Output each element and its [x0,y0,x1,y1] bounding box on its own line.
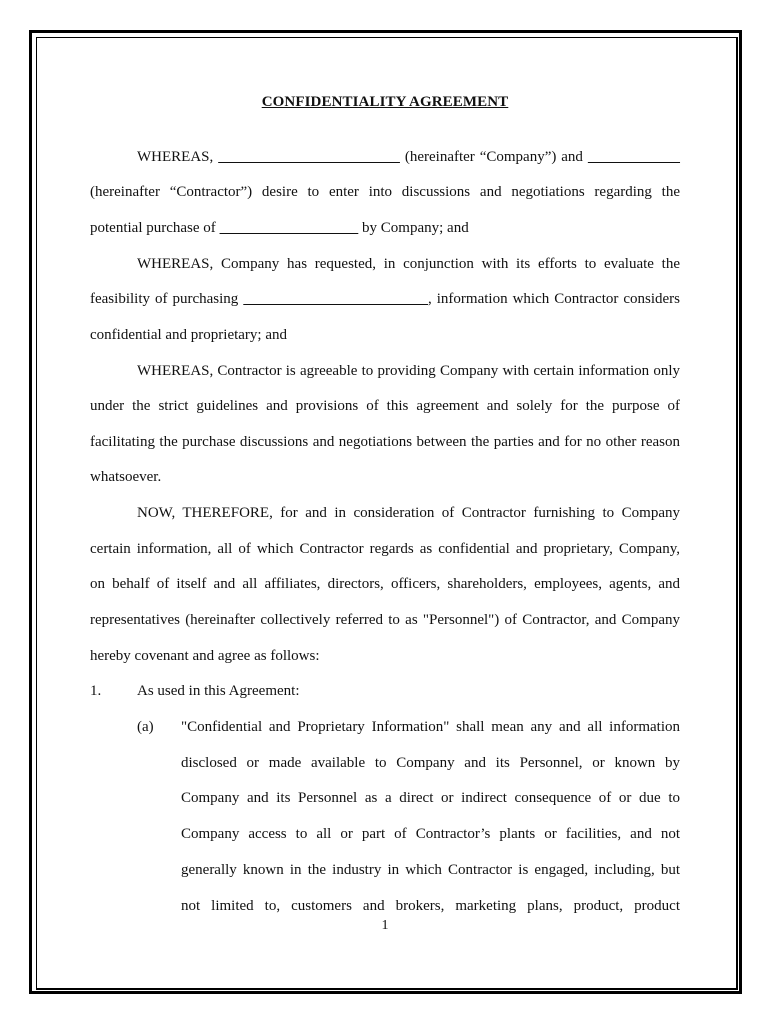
paragraph-line: hereby covenant and agree as follows: [90,648,320,664]
paragraph-line: facilitating the purchase discussions and negotiations between the parties and for no other reason [90,434,680,450]
blank-field [218,149,400,165]
blank-field [220,220,359,236]
paragraph-line: under the strict guidelines and provisions of this agreement and solely for the purpose of [90,398,680,414]
paragraph-line: on behalf of itself and all affiliates, directors, officers, shareholders, employees, agents, and [90,576,680,592]
paragraph-line: whatsoever. [90,469,162,485]
paragraph-line: NOW, THEREFORE, for and in consideration of Contractor furnishing to Company [137,505,680,521]
paragraph-line: representatives (hereinafter collectively referred to as "Personnel") of Contractor, and Company [90,612,680,628]
paragraph-line: WHEREAS, Contractor is agreeable to providing Company with certain information only [137,363,680,379]
paragraph-line: WHEREAS, Company has requested, in conjunction with its efforts to evaluate the [137,256,680,272]
sub-item-marker: (a) [137,719,154,735]
paragraph-line: certain information, all of which Contractor regards as confidential and proprietary, Company, [90,541,680,557]
blank-field [588,149,680,165]
list-item-text: As used in this Agreement: [137,683,300,699]
sub-item-line: Company access to all or part of Contractor’s plants or facilities, and not [181,826,680,842]
sub-item-line: Company and its Personnel as a direct or indirect consequence of or due to [181,790,680,806]
page-number: 1 [381,918,389,933]
blank-field [243,291,428,307]
sub-item-line: "Confidential and Proprietary Information" shall mean any and all information [181,719,680,735]
sub-item-line: disclosed or made available to Company and its Personnel, or known by [181,755,680,771]
document-title: CONFIDENTIALITY AGREEMENT [261,94,509,110]
paragraph-line: (hereinafter “Contractor”) desire to enter into discussions and negotiations regarding the [90,184,680,200]
list-item-1 [90,681,680,701]
paragraph-line: confidential and proprietary; and [90,327,288,343]
sub-item-line: generally known in the industry in which Contractor is engaged, including, but [181,862,680,878]
sub-item-line: not limited to, customers and brokers, marketing plans, product, product [181,898,680,914]
paragraph-line: feasibility of purchasing , information which Contractor considers [90,291,681,307]
list-item-number: 1. [90,683,102,699]
paragraph-line: WHEREAS, (hereinafter “Company”) and [137,147,680,167]
paragraph-line: potential purchase of by Company; and [90,220,469,236]
